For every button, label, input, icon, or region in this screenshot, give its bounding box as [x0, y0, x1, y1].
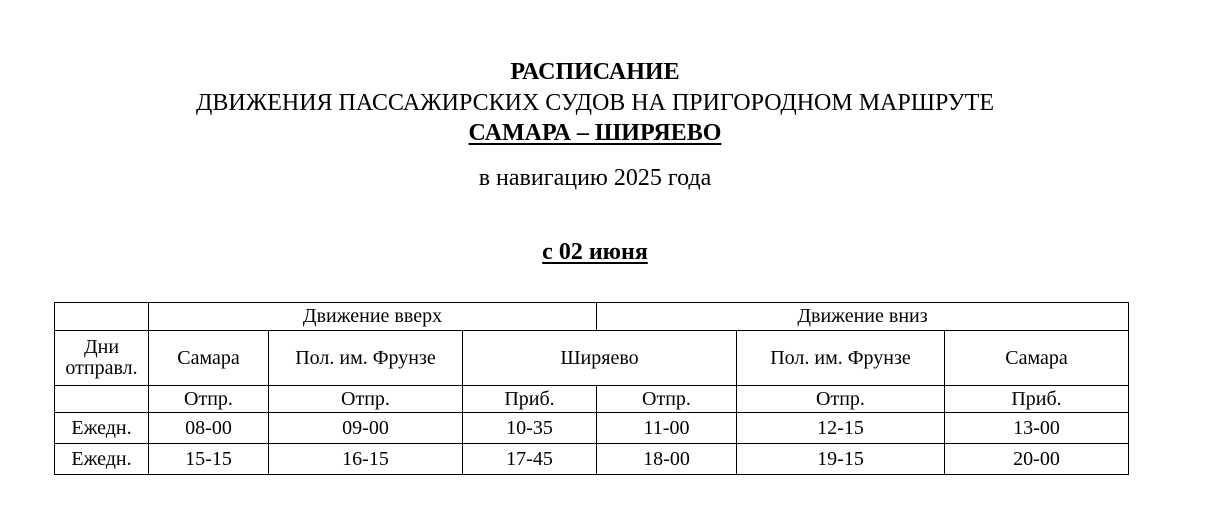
trip-days: Ежедн.: [55, 444, 149, 475]
action-cell: Отпр.: [269, 386, 463, 413]
trip-time: 17-45: [463, 444, 597, 475]
station-samara-start: Самара: [149, 331, 269, 386]
schedule-table: [54, 302, 1129, 475]
trip-time: 16-15: [269, 444, 463, 475]
trip-time: 09-00: [269, 413, 463, 444]
trip-time: 15-15: [149, 444, 269, 475]
trip-time: 20-00: [945, 444, 1129, 475]
route-title: САМАРА – ШИРЯЕВО: [468, 120, 722, 146]
trip-time: 10-35: [463, 413, 597, 444]
direction-down-header: Движение вниз: [597, 303, 1129, 331]
trip-row: [55, 444, 1129, 475]
trip-time: 13-00: [945, 413, 1129, 444]
station-samara-end: Самара: [945, 331, 1129, 386]
document-subtitle: ДВИЖЕНИЯ ПАССАЖИРСКИХ СУДОВ НА ПРИГОРОДНОМ МАРШРУТЕ: [195, 90, 995, 116]
action-header-row: [55, 386, 1129, 413]
action-cell: Отпр.: [737, 386, 945, 413]
direction-header-row: [55, 303, 1129, 331]
trip-time: 11-00: [597, 413, 737, 444]
station-shiryaevo: Ширяево: [463, 331, 737, 386]
trip-time: 19-15: [737, 444, 945, 475]
document-title: РАСПИСАНИЕ: [510, 59, 680, 85]
direction-up-header: Движение вверх: [149, 303, 597, 331]
season-label: в навигацию 2025 года: [478, 165, 712, 191]
action-cell: Отпр.: [597, 386, 737, 413]
days-header-line-2: отправл.: [65, 357, 138, 379]
trip-time: 12-15: [737, 413, 945, 444]
trip-days: Ежедн.: [55, 413, 149, 444]
days-header: [55, 331, 149, 386]
action-empty-cell: [55, 386, 149, 413]
stations-header-row: [55, 331, 1129, 386]
trip-row: [55, 413, 1129, 444]
action-cell: Приб.: [463, 386, 597, 413]
trip-time: 08-00: [149, 413, 269, 444]
station-frunze-up: Пол. им. Фрунзе: [269, 331, 463, 386]
days-header-empty-cell: [55, 303, 149, 331]
action-cell: Приб.: [945, 386, 1129, 413]
trip-time: 18-00: [597, 444, 737, 475]
station-frunze-down: Пол. им. Фрунзе: [737, 331, 945, 386]
days-header-line-1: Дни: [83, 336, 120, 358]
action-cell: Отпр.: [149, 386, 269, 413]
effective-date: с 02 июня: [542, 239, 648, 265]
